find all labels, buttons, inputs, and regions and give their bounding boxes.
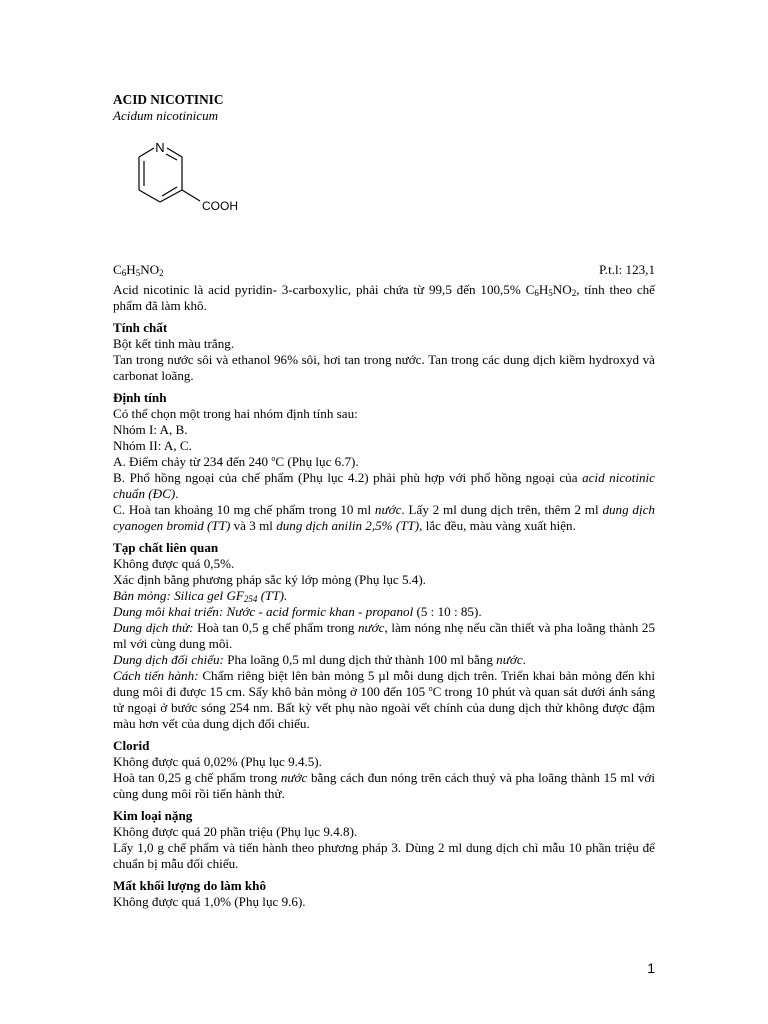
monograph-page — [113, 92, 655, 910]
text-line: Lấy 1,0 g chế phẩm và tiến hành theo phương pháp 3. Dùng 2 ml dung dịch chì mẫu 10 phần triệu để chuẩn bị mẫu đối chiếu. — [113, 840, 655, 871]
latin-name: Acidum nicotinicum — [113, 108, 219, 123]
test-c: C. Hoà tan khoảng 10 mg chế phẩm trong 10 ml nước. Lấy 2 ml dung dịch trên, thêm 2 ml dung dịch cyanogen bromid (TT) và 3 ml dung dịch anilin 2,5% (TT), lắc đều, màu vàng xuất hiện. — [113, 502, 655, 533]
formula-line — [113, 262, 655, 278]
text-line: Không được quá 0,02% (Phụ lục 9.4.5). — [113, 754, 322, 769]
test-a: A. Điểm chảy từ 234 đến 240 $^o$C (Phụ lục 6.7). — [113, 454, 359, 469]
monograph-title: ACID NICOTINIC — [113, 92, 224, 107]
text-line: Nhóm I: A, B. — [113, 422, 188, 437]
carboxyl-label: COOH — [202, 199, 238, 213]
pyridine-ring-drawing — [116, 128, 296, 254]
page-number: 1 — [647, 960, 655, 976]
reference-solution-line: Dung dịch đối chiếu: Pha loãng 0,5 ml dung dịch thử thành 100 ml bằng nước. — [113, 652, 526, 667]
procedure-line: Cách tiến hành: Chấm riêng biệt lên bản mỏng 5 µl mỗi dung dịch trên. Triển khai bản mỏng đến khi dung môi đi được 15 cm. Sấy khô bản mỏng ở 100 đến 105 $^o$C trong 10 phút và quan sát dưới ánh sáng tử ngoại ở bước sóng 254 nm. Bất kỳ vết phụ nào ngoài vết chính của dung dịch thử không được đậm màu hơn vết của dung dịch đối chiếu. — [113, 668, 655, 731]
structural-formula — [116, 128, 296, 254]
text-line: Không được quá 1,0% (Phụ lục 9.6). — [113, 894, 306, 909]
section-heading-tinh-chat: Tính chất — [113, 320, 168, 335]
test-b: B. Phổ hồng ngoại của chế phẩm (Phụ lục 4.2) phải phù hợp với phổ hồng ngoại của acid nicotinic chuẩn (ĐC). — [113, 470, 655, 501]
text-line: Bột kết tinh màu trắng. — [113, 336, 235, 351]
text-line: Nhóm II: A, C. — [113, 438, 192, 453]
text-line: Không được quá 20 phần triệu (Phụ lục 9.4.8). — [113, 824, 358, 839]
section-heading-kim-loai: Kim loại nặng — [113, 808, 193, 823]
intro-paragraph: Acid nicotinic là acid pyridin- 3-carboxylic, phải chứa từ 99,5 đến 100,5% $C_6H_5NO_2$, tính theo chế phẩm đã làm khô. — [113, 282, 655, 313]
section-heading-mat-khoi: Mất khối lượng do làm khô — [113, 878, 266, 893]
plate-line: Bản mỏng: Silica gel $GF_{254}$ (TT). — [113, 588, 288, 604]
text-line: Có thể chọn một trong hai nhóm định tính sau: — [113, 406, 358, 421]
section-heading-dinh-tinh: Định tính — [113, 390, 167, 405]
test-solution-line: Dung dịch thử: Hoà tan 0,5 g chế phẩm trong nước, làm nóng nhẹ nếu cần thiết và pha loãng thành 25 ml với cùng dung môi. — [113, 620, 655, 651]
text-line: Xác định bằng phương pháp sắc ký lớp mỏng (Phụ lục 5.4). — [113, 572, 426, 587]
section-heading-tap-chat: Tạp chất liên quan — [113, 540, 219, 555]
text-line: Không được quá 0,5%. — [113, 556, 235, 571]
molecular-weight: P.t.l: 123,1 — [598, 262, 655, 277]
mobile-phase-line: Dung môi khai triển: Nước - acid formic khan - propanol (5 : 10 : 85). — [113, 604, 482, 619]
text-line: Tan trong nước sôi và ethanol 96% sôi, hơi tan trong nước. Tan trong các dung dịch kiềm hydroxyd và carbonat loãng. — [113, 352, 655, 383]
molecular-formula: $C_6H_5NO_2$ — [113, 262, 164, 278]
ring-nitrogen-label: N — [155, 140, 165, 155]
section-heading-clorid: Clorid — [113, 738, 150, 753]
text-line: Hoà tan 0,25 g chế phẩm trong nước bằng cách đun nóng trên cách thuỷ và pha loãng thành 15 ml với cùng dung môi rồi tiến hành thử. — [113, 770, 655, 801]
